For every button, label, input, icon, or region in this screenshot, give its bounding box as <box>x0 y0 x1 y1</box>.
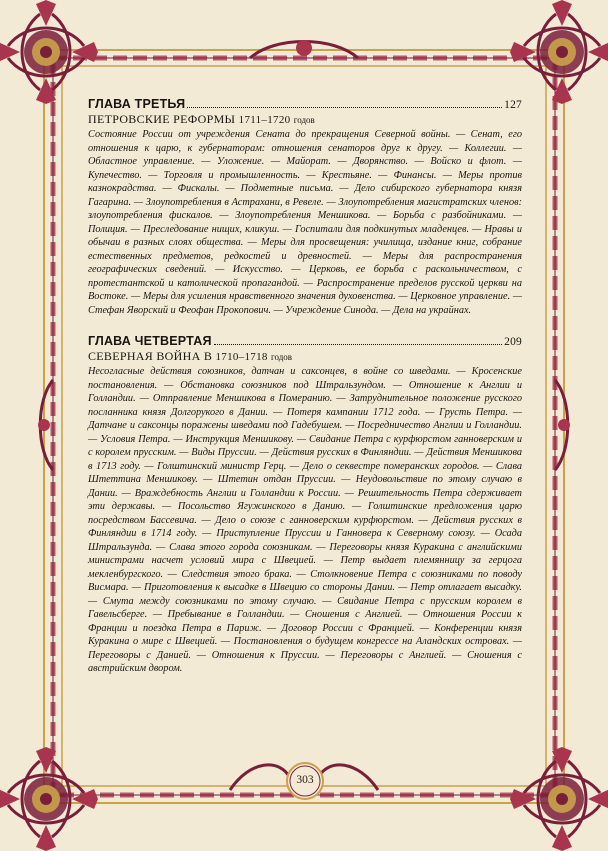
subtitle-years-word: годов <box>270 352 293 362</box>
subtitle-text: СЕВЕРНАЯ ВОЙНА В <box>88 349 213 363</box>
dot-leader <box>214 344 503 345</box>
chapter-subtitle <box>88 349 522 364</box>
subtitle-text: ПЕТРОВСКИЕ РЕФОРМЫ <box>88 112 236 126</box>
folio-page-number: 303 <box>296 774 314 786</box>
page-number: 127 <box>504 99 522 111</box>
table-of-contents <box>88 97 522 676</box>
chapter-title: ГЛАВА ЧЕТВЕРТАЯ <box>88 334 212 348</box>
chapter-heading <box>88 334 522 349</box>
subtitle-years-word: годов <box>293 115 315 125</box>
chapter-subtitle <box>88 112 522 127</box>
dot-leader <box>187 107 502 108</box>
chapter-heading <box>88 97 522 112</box>
chapter-entry <box>88 97 522 317</box>
chapter-title: ГЛАВА ТРЕТЬЯ <box>88 97 186 111</box>
chapter-entry <box>88 334 522 676</box>
chapter-summary: Несогласные действия союзников, датчан и саксонцев, в войне со шведами. — Кросенские постановления. — Обстановка союзников под Штральзундом. — Отношение к Англии и Голландии. — Отправление Меншикова в Померанию. — Затруднительное положение русского посланника князя Долгорукого в Дании. — Потеря кампании 1712 года. — Грусть Петра. — Датчане и саксонцы поражены шведами под Гадебушем. — Посредничество Англии и Голландии. — Условия Петра. — Инструкция Меншикову. — Свидание Петра с курфюрстом ганноверским и с королем прусским. — Виды Пруссии. — Действия русских в Финляндии. — Действия Меншикова в 1713 году. — Голштинский министр Герц. — Дело о секвестре померанских городов. — Слава Штеттина Меншикову. — Штетин отдан Пруссии. — Неудовольствие по этому случаю в Дании. — Враждебность Англии и Голландии к России. — Решительность Петра сдерживает эти державы. — Посольство Ягужинского в Данию. — Голштинские предложения царю посредством Бассевича. — Дело о союзе с ганноверским курфюрстом. — Действия русских в Финляндии в 1714 году. — Приступление Пруссии и Ганновера к Северному союзу. — Осада Штральзунда. — Слава этого города союзникам. — Переговоры князя Куракина с английскими министрами насчет условий мира с Швецией. — Петр выдает племянницу за герцога мекленбургского. — Следствия этого брака. — Столкновение Петра с союзниками по поводу Висмара. — Приготовления к высадке в Швецию со стороны Дании. — Петр отлагает высадку. — Смута между союзниками по этому случаю. — Свидание Петра с прусским королем в Гавельсберге. — Пребывание в Голландии. — Сношения с Англией. — Отношения России к Франции и поездка Петра в Париж. — Договор России с Францией. — Конференции князя Куракина о мире с Швецией. — Постановления о будущем конгрессе на Аландских островах. — Переговоры с Данией. — Отношения к Пруссии. — Переговоры с Англией. — Сношения с австрийским двором. <box>88 366 522 674</box>
subtitle-years: 1710–1718 <box>215 351 268 363</box>
subtitle-years: 1711–1720 <box>238 114 291 126</box>
page-number: 209 <box>504 336 522 348</box>
chapter-summary: Состояние России от учреждения Сената до прекращения Северной войны. — Сенат, его отношения к царю, к губернаторам: отношения сенаторов друг к другу. — Коллегии. — Областное управление. — Уложение. — Майорат. — Дворянство. — Войско и флот. — Купечество. — Торговля и промышленность. — Крестьяне. — Финансы. — Меры против казнокрадства. — Фискалы. — Подметные письма. — Дело сибирского губернатора князя Гагарина. — Злоупотребления в Астрахани, в Ревеле. — Злоупотребления магистратских членов: злоупотребления фискалов. — Злоупотребления Меншикова. — Борьба с разбойниками. — Полиция. — Преследование нищих, кликуш. — Госпитали для подкинутых младенцев. — Нравы и обычаи в разных слоях общества. — Меры для просвещения: училища, издание книг, собрание естественных предметов, редкостей и древностей. — Меры для распространения географических сведений. — Искусство. — Церковь, ее борьба с раскольничеством, с протестантской и католической пропагандой. — Распространение пределов русской церкви на Востоке. — Меры для усиления нравственного значения духовенства. — Церковное управление. — Стефан Яворский и Феофан Прокопович. — Учреждение Синода. — Дела на украйнах. <box>88 129 522 316</box>
